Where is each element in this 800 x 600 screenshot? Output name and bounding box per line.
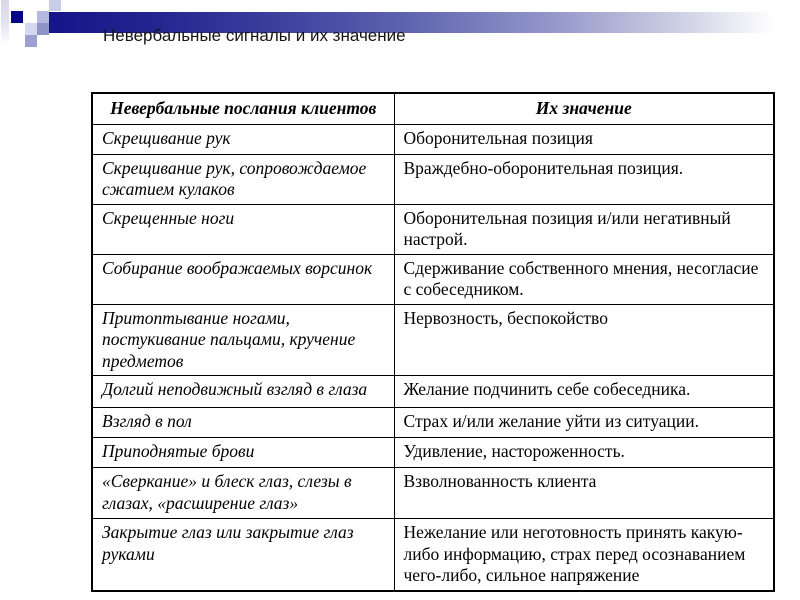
table-row	[92, 124, 774, 154]
decor-periwinkle-square	[37, 11, 49, 23]
decor-medium-square	[37, 23, 49, 35]
signal-cell: Притоптывание ногами, постукивание пальцами, кручение предметов	[92, 304, 394, 376]
decor-navy-square	[11, 11, 23, 23]
meaning-cell: Нервозность, беспокойство	[394, 304, 774, 376]
signals-table-body	[92, 124, 774, 591]
signal-cell: Скрещивание рук, сопровождаемое сжатием кулаков	[92, 154, 394, 204]
table-row	[92, 438, 774, 468]
signals-table	[91, 92, 775, 592]
meaning-cell: Взволнованность клиента	[394, 468, 774, 519]
table-row	[92, 376, 774, 408]
table-row	[92, 204, 774, 254]
meaning-cell: Удивление, настороженность.	[394, 438, 774, 468]
signal-cell: Приподнятые брови	[92, 438, 394, 468]
decor-vertical-strip	[1, 0, 9, 44]
signal-cell: Скрещивание рук	[92, 124, 394, 154]
header-meaning-column: Их значение	[394, 93, 774, 124]
signal-cell: Скрещенные ноги	[92, 204, 394, 254]
meaning-cell: Оборонительная позиция и/или негативный настрой.	[394, 204, 774, 254]
table-row	[92, 468, 774, 519]
signal-cell: Закрытие глаз или закрытие глаз руками	[92, 519, 394, 591]
table-row	[92, 304, 774, 376]
meaning-cell: Страх и/или желание уйти из ситуации.	[394, 408, 774, 438]
meaning-cell: Враждебно-оборонительная позиция.	[394, 154, 774, 204]
table-row	[92, 154, 774, 204]
slide-title: Невербальные сигналы и их значение	[103, 26, 406, 45]
meaning-cell: Желание подчинить себе собеседника.	[394, 376, 774, 408]
meaning-cell: Сдерживание собственного мнения, несогласие с собеседником.	[394, 254, 774, 304]
decor-pale-square-top	[49, 0, 61, 11]
header-signals-column: Невербальные послания клиентов	[92, 93, 394, 124]
signal-cell: Взгляд в пол	[92, 408, 394, 438]
table-row	[92, 408, 774, 438]
table-header-row	[92, 93, 774, 124]
signal-cell: Собирание воображаемых ворсинок	[92, 254, 394, 304]
table-row	[92, 254, 774, 304]
decor-pale-square	[25, 23, 37, 35]
decor-medium-square-bottom	[25, 35, 37, 47]
meaning-cell: Оборонительная позиция	[394, 124, 774, 154]
meaning-cell: Нежелание или неготовность принять какую-либо информацию, страх перед осознаванием чего-либо, сильное напряжение	[394, 519, 774, 591]
signal-cell: «Сверкание» и блеск глаз, слезы в глазах, «расширение глаз»	[92, 468, 394, 519]
signal-cell: Долгий неподвижный взгляд в глаза	[92, 376, 394, 408]
table-row	[92, 519, 774, 591]
